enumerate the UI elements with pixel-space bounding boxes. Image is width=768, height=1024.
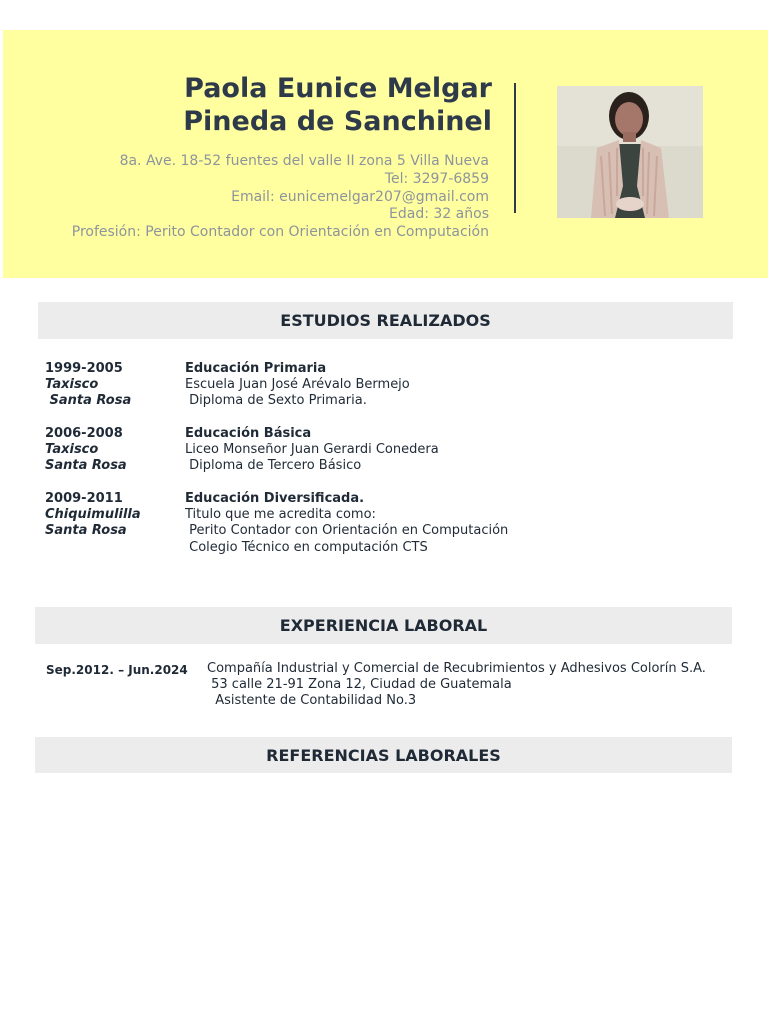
education-section-header [38,302,733,339]
experience-dates: Sep.2012. – Jun.2024 [46,663,188,677]
education-title: Educación Diversificada. [185,491,365,506]
header-divider [514,83,516,213]
education-title: Educación Básica [185,426,312,441]
education-place: Taxisco [45,442,99,458]
age-text: Edad: 32 años [389,206,489,223]
education-section-title: ESTUDIOS REALIZADOS [280,311,491,330]
experience-position: Asistente de Contabilidad No.3 [207,693,417,709]
name-line-1: Paola Eunice Melgar [184,73,492,104]
education-years: 2006-2008 [45,426,123,441]
education-place: Chiquimulilla [45,507,141,523]
name-line-2: Pineda de Sanchinel [183,106,492,137]
education-years: 2009-2011 [45,491,123,506]
profile-photo [557,86,703,218]
references-section-title: REFERENCIAS LABORALES [266,745,501,765]
education-title: Educación Primaria [185,361,327,376]
experience-company: Compañía Industrial y Comercial de Recubrimientos y Adhesivos Colorín S.A. [207,661,706,676]
education-detail: Diploma de Tercero Básico [185,458,362,474]
education-detail: Colegio Técnico en computación CTS [185,539,428,555]
references-section-header [35,737,732,773]
education-detail: Titulo que me acredita como: [185,507,376,523]
education-detail: Escuela Juan José Arévalo Bermejo [185,377,410,393]
education-place: Santa Rosa [45,523,127,539]
phone-text: Tel: 3297-6859 [384,170,489,187]
candidate-name [183,72,492,138]
experience-address: 53 calle 21-91 Zona 12, Ciudad de Guatemala [207,677,512,693]
education-place: Taxisco [45,377,99,393]
address-text: 8a. Ave. 18-52 fuentes del valle II zona 5 Villa Nueva [119,153,489,169]
education-detail: Perito Contador con Orientación en Computación [185,523,509,539]
education-years: 1999-2005 [45,361,123,376]
education-place: Santa Rosa [45,393,132,409]
experience-section-header [35,607,732,644]
profile-photo-illustration [557,86,703,218]
contact-info [72,153,489,242]
education-place: Santa Rosa [45,458,127,474]
education-detail: Diploma de Sexto Primaria. [185,393,367,409]
education-detail: Liceo Monseñor Juan Gerardi Conedera [185,442,439,458]
experience-section-title: EXPERIENCIA LABORAL [279,616,488,635]
profession-text: Profesión: Perito Contador con Orientación en Computación [71,224,489,241]
email-text: Email: eunicemelgar207@gmail.com [231,188,489,205]
